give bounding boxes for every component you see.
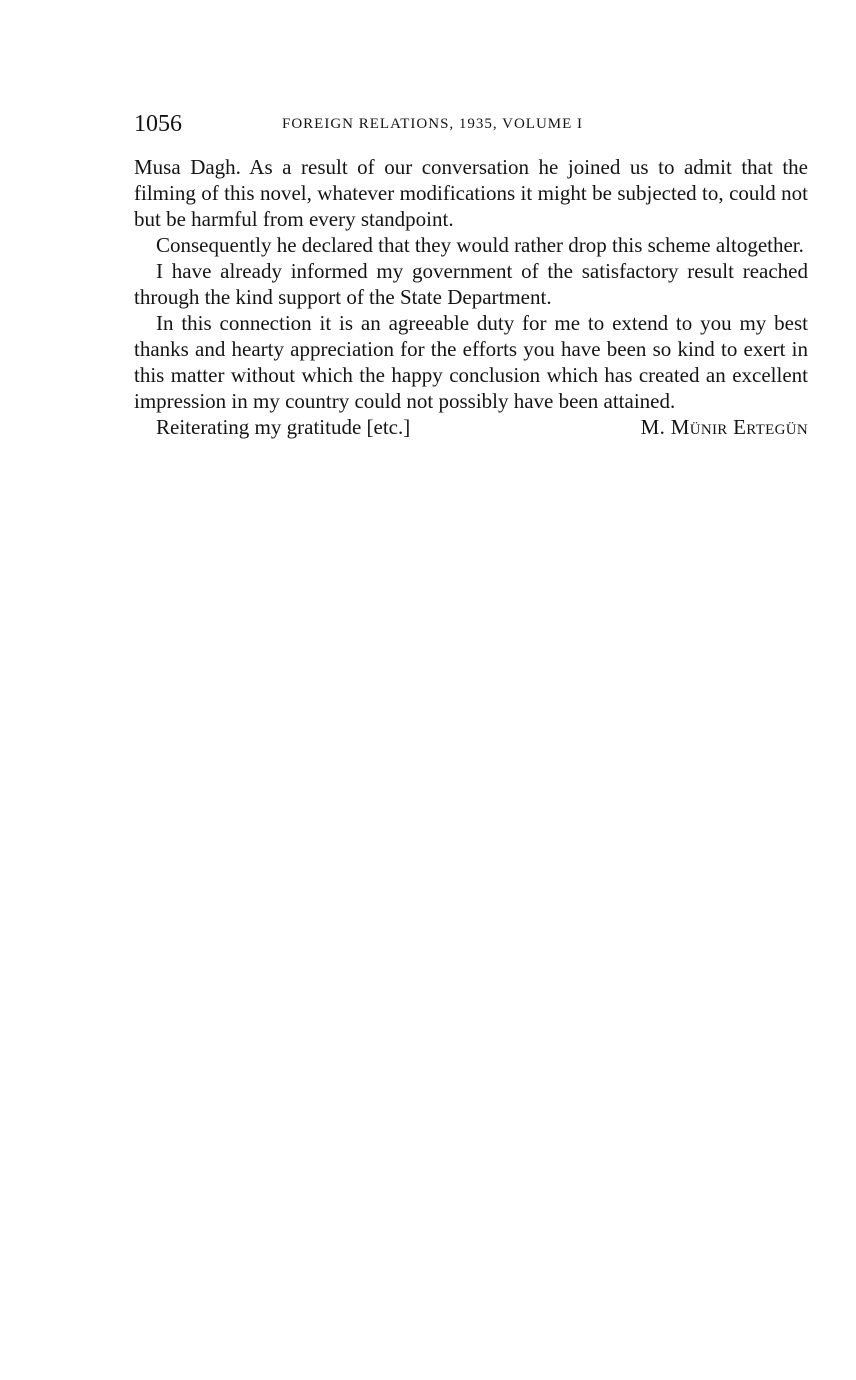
paragraph: Musa Dagh. As a result of our conversation he joined us to admit that the filming of this novel, whatever modifications it might be subjected to, could not but be harmful from every standpoint.: [134, 155, 808, 231]
paragraph: In this connection it is an agreeable duty for me to extend to you my best thanks and hearty appreciation for the efforts you have been so kind to exert in this matter without which the happy conclusion which has created an excellent impression in my country could not possibly have been attained.: [134, 311, 808, 413]
running-head: FOREIGN RELATIONS, 1935, VOLUME I: [282, 116, 584, 132]
paragraph: Consequently he declared that they would rather drop this scheme altogether.: [156, 233, 804, 257]
closing-line: [134, 414, 808, 440]
complimentary-close: Reiterating my gratitude [etc.]: [156, 415, 411, 439]
page-header: [134, 108, 808, 140]
letter-body: [134, 154, 808, 440]
paragraph: I have already informed my government of the satisfactory result reached through the kind support of the State Department.: [134, 259, 808, 309]
signature: M. Münir Ertegün: [640, 415, 808, 439]
page-number: 1056: [134, 111, 182, 137]
